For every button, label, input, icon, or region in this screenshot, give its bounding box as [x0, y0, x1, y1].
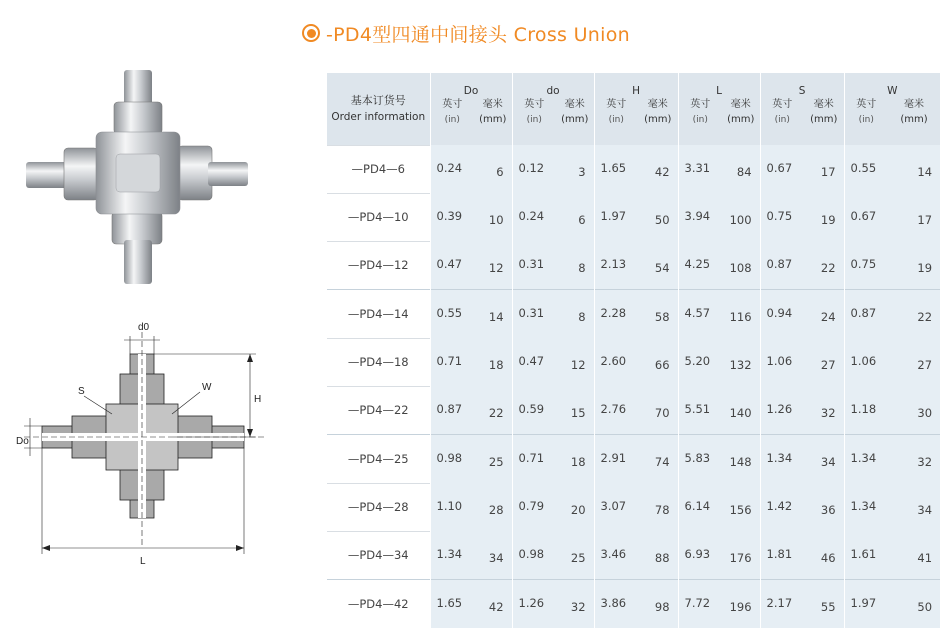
- inch-value-cell: 1.42: [760, 483, 804, 531]
- mm-value-cell: 6: [556, 193, 594, 241]
- mm-value-cell: 32: [888, 435, 940, 484]
- table-row: [327, 580, 940, 628]
- inch-value-cell: 1.97: [844, 580, 888, 628]
- inch-value-cell: 1.26: [760, 386, 804, 435]
- inch-value-cell: 1.26: [512, 580, 556, 628]
- order-number-cell: —PD4—14: [327, 290, 430, 339]
- inch-value-cell: 3.31: [678, 145, 722, 193]
- inch-value-cell: 0.87: [844, 290, 888, 339]
- inch-value-cell: 7.72: [678, 580, 722, 628]
- group-header: Do: [430, 73, 512, 97]
- label-l: L: [140, 556, 146, 567]
- inch-value-cell: 1.06: [760, 338, 804, 386]
- inch-value-cell: 2.13: [594, 241, 638, 290]
- product-photo: [20, 62, 280, 292]
- mm-value-cell: 100: [722, 193, 760, 241]
- mm-value-cell: 30: [888, 386, 940, 435]
- mm-value-cell: 132: [722, 338, 760, 386]
- inch-value-cell: 1.34: [760, 435, 804, 484]
- mm-value-cell: 28: [474, 483, 512, 531]
- inch-value-cell: 2.17: [760, 580, 804, 628]
- inch-value-cell: 3.86: [594, 580, 638, 628]
- inch-value-cell: 1.97: [594, 193, 638, 241]
- inch-value-cell: 0.79: [512, 483, 556, 531]
- mm-value-cell: 41: [888, 531, 940, 580]
- inch-value-cell: 2.91: [594, 435, 638, 484]
- inch-value-cell: 0.31: [512, 241, 556, 290]
- inch-value-cell: 5.83: [678, 435, 722, 484]
- mm-value-cell: 17: [888, 193, 940, 241]
- inch-value-cell: 0.71: [430, 338, 474, 386]
- mm-value-cell: 50: [888, 580, 940, 628]
- mm-value-cell: 70: [638, 386, 678, 435]
- inch-value-cell: 0.87: [760, 241, 804, 290]
- order-number-cell: —PD4—28: [327, 483, 430, 531]
- mm-value-cell: 17: [804, 145, 844, 193]
- inch-value-cell: 6.93: [678, 531, 722, 580]
- inch-value-cell: 2.76: [594, 386, 638, 435]
- mm-value-cell: 34: [804, 435, 844, 484]
- inch-value-cell: 3.46: [594, 531, 638, 580]
- inch-value-cell: 1.34: [844, 483, 888, 531]
- inch-value-cell: 0.71: [512, 435, 556, 484]
- mm-value-cell: 66: [638, 338, 678, 386]
- spec-table-body: [327, 145, 940, 628]
- inch-value-cell: 0.98: [430, 435, 474, 484]
- group-header: H: [594, 73, 678, 97]
- mm-value-cell: 78: [638, 483, 678, 531]
- order-number-cell: —PD4—42: [327, 580, 430, 628]
- mm-value-cell: 74: [638, 435, 678, 484]
- inch-value-cell: 0.75: [760, 193, 804, 241]
- table-row: [327, 483, 940, 531]
- table-row: [327, 145, 940, 193]
- table-row: [327, 338, 940, 386]
- inch-value-cell: 5.20: [678, 338, 722, 386]
- mm-value-cell: 27: [804, 338, 844, 386]
- mm-value-cell: 14: [888, 145, 940, 193]
- mm-value-cell: 18: [556, 435, 594, 484]
- mm-value-cell: 10: [474, 193, 512, 241]
- mm-value-cell: 50: [638, 193, 678, 241]
- inch-value-cell: 3.94: [678, 193, 722, 241]
- inch-value-cell: 0.55: [844, 145, 888, 193]
- mm-value-cell: 156: [722, 483, 760, 531]
- table-row: [327, 531, 940, 580]
- page-title: -PD4型四通中间接头 Cross Union: [326, 20, 630, 47]
- inch-value-cell: 0.12: [512, 145, 556, 193]
- group-header: S: [760, 73, 844, 97]
- mm-value-cell: 8: [556, 241, 594, 290]
- mm-value-cell: 54: [638, 241, 678, 290]
- group-header: W: [844, 73, 940, 97]
- group-header: L: [678, 73, 760, 97]
- mm-value-cell: 42: [474, 580, 512, 628]
- unit-inch-header: 英寸 (in): [844, 97, 888, 145]
- label-do: Do: [16, 436, 29, 447]
- mm-value-cell: 19: [804, 193, 844, 241]
- inch-value-cell: 0.39: [430, 193, 474, 241]
- order-number-cell: —PD4—10: [327, 193, 430, 241]
- mm-value-cell: 15: [556, 386, 594, 435]
- cross-section-drawing: [14, 318, 296, 570]
- mm-value-cell: 22: [804, 241, 844, 290]
- mm-value-cell: 46: [804, 531, 844, 580]
- mm-value-cell: 58: [638, 290, 678, 339]
- orange-bullet-icon: [302, 24, 320, 42]
- table-row: [327, 290, 940, 339]
- table-row: [327, 241, 940, 290]
- inch-value-cell: 1.10: [430, 483, 474, 531]
- mm-value-cell: 6: [474, 145, 512, 193]
- label-h: H: [254, 394, 261, 405]
- spec-table: [327, 73, 940, 628]
- mm-value-cell: 24: [804, 290, 844, 339]
- inch-value-cell: 1.06: [844, 338, 888, 386]
- order-header: 基本订货号 Order information: [327, 73, 430, 145]
- unit-inch-header: 英寸 (in): [430, 97, 474, 145]
- title-row: [302, 18, 630, 48]
- order-number-cell: —PD4—6: [327, 145, 430, 193]
- unit-inch-header: 英寸 (in): [512, 97, 556, 145]
- unit-mm-header: 毫米 (mm): [474, 97, 512, 145]
- mm-value-cell: 25: [474, 435, 512, 484]
- label-d0: d0: [138, 322, 150, 333]
- mm-value-cell: 196: [722, 580, 760, 628]
- mm-value-cell: 14: [474, 290, 512, 339]
- inch-value-cell: 0.47: [512, 338, 556, 386]
- inch-value-cell: 0.75: [844, 241, 888, 290]
- inch-value-cell: 1.81: [760, 531, 804, 580]
- mm-value-cell: 116: [722, 290, 760, 339]
- table-row: [327, 193, 940, 241]
- inch-value-cell: 0.67: [760, 145, 804, 193]
- inch-value-cell: 0.24: [512, 193, 556, 241]
- mm-value-cell: 148: [722, 435, 760, 484]
- mm-value-cell: 36: [804, 483, 844, 531]
- inch-value-cell: 1.61: [844, 531, 888, 580]
- inch-value-cell: 2.28: [594, 290, 638, 339]
- mm-value-cell: 140: [722, 386, 760, 435]
- inch-value-cell: 4.57: [678, 290, 722, 339]
- label-s: S: [78, 386, 85, 397]
- order-number-cell: —PD4—12: [327, 241, 430, 290]
- mm-value-cell: 12: [556, 338, 594, 386]
- mm-value-cell: 25: [556, 531, 594, 580]
- order-number-cell: —PD4—22: [327, 386, 430, 435]
- inch-value-cell: 1.65: [594, 145, 638, 193]
- inch-value-cell: 1.65: [430, 580, 474, 628]
- inch-value-cell: 1.34: [844, 435, 888, 484]
- inch-value-cell: 0.31: [512, 290, 556, 339]
- inch-value-cell: 5.51: [678, 386, 722, 435]
- inch-value-cell: 3.07: [594, 483, 638, 531]
- mm-value-cell: 19: [888, 241, 940, 290]
- inch-value-cell: 1.34: [430, 531, 474, 580]
- unit-mm-header: 毫米 (mm): [556, 97, 594, 145]
- mm-value-cell: 20: [556, 483, 594, 531]
- unit-inch-header: 英寸 (in): [760, 97, 804, 145]
- mm-value-cell: 34: [888, 483, 940, 531]
- inch-value-cell: 0.55: [430, 290, 474, 339]
- order-number-cell: —PD4—25: [327, 435, 430, 484]
- inch-value-cell: 0.67: [844, 193, 888, 241]
- unit-mm-header: 毫米 (mm): [888, 97, 940, 145]
- table-row: [327, 435, 940, 484]
- mm-value-cell: 27: [888, 338, 940, 386]
- mm-value-cell: 18: [474, 338, 512, 386]
- inch-value-cell: 0.47: [430, 241, 474, 290]
- mm-value-cell: 3: [556, 145, 594, 193]
- inch-value-cell: 1.18: [844, 386, 888, 435]
- inch-value-cell: 0.59: [512, 386, 556, 435]
- unit-mm-header: 毫米 (mm): [804, 97, 844, 145]
- inch-value-cell: 0.94: [760, 290, 804, 339]
- mm-value-cell: 55: [804, 580, 844, 628]
- mm-value-cell: 34: [474, 531, 512, 580]
- order-number-cell: —PD4—18: [327, 338, 430, 386]
- unit-inch-header: 英寸 (in): [678, 97, 722, 145]
- mm-value-cell: 42: [638, 145, 678, 193]
- inch-value-cell: 6.14: [678, 483, 722, 531]
- mm-value-cell: 32: [556, 580, 594, 628]
- order-number-cell: —PD4—34: [327, 531, 430, 580]
- mm-value-cell: 12: [474, 241, 512, 290]
- inch-value-cell: 0.98: [512, 531, 556, 580]
- unit-mm-header: 毫米 (mm): [722, 97, 760, 145]
- label-w: W: [202, 382, 212, 393]
- group-header: do: [512, 73, 594, 97]
- mm-value-cell: 32: [804, 386, 844, 435]
- mm-value-cell: 84: [722, 145, 760, 193]
- inch-value-cell: 4.25: [678, 241, 722, 290]
- table-row: [327, 386, 940, 435]
- mm-value-cell: 22: [474, 386, 512, 435]
- inch-value-cell: 0.87: [430, 386, 474, 435]
- inch-value-cell: 0.24: [430, 145, 474, 193]
- mm-value-cell: 108: [722, 241, 760, 290]
- mm-value-cell: 8: [556, 290, 594, 339]
- mm-value-cell: 176: [722, 531, 760, 580]
- unit-inch-header: 英寸 (in): [594, 97, 638, 145]
- mm-value-cell: 88: [638, 531, 678, 580]
- mm-value-cell: 98: [638, 580, 678, 628]
- inch-value-cell: 2.60: [594, 338, 638, 386]
- mm-value-cell: 22: [888, 290, 940, 339]
- unit-mm-header: 毫米 (mm): [638, 97, 678, 145]
